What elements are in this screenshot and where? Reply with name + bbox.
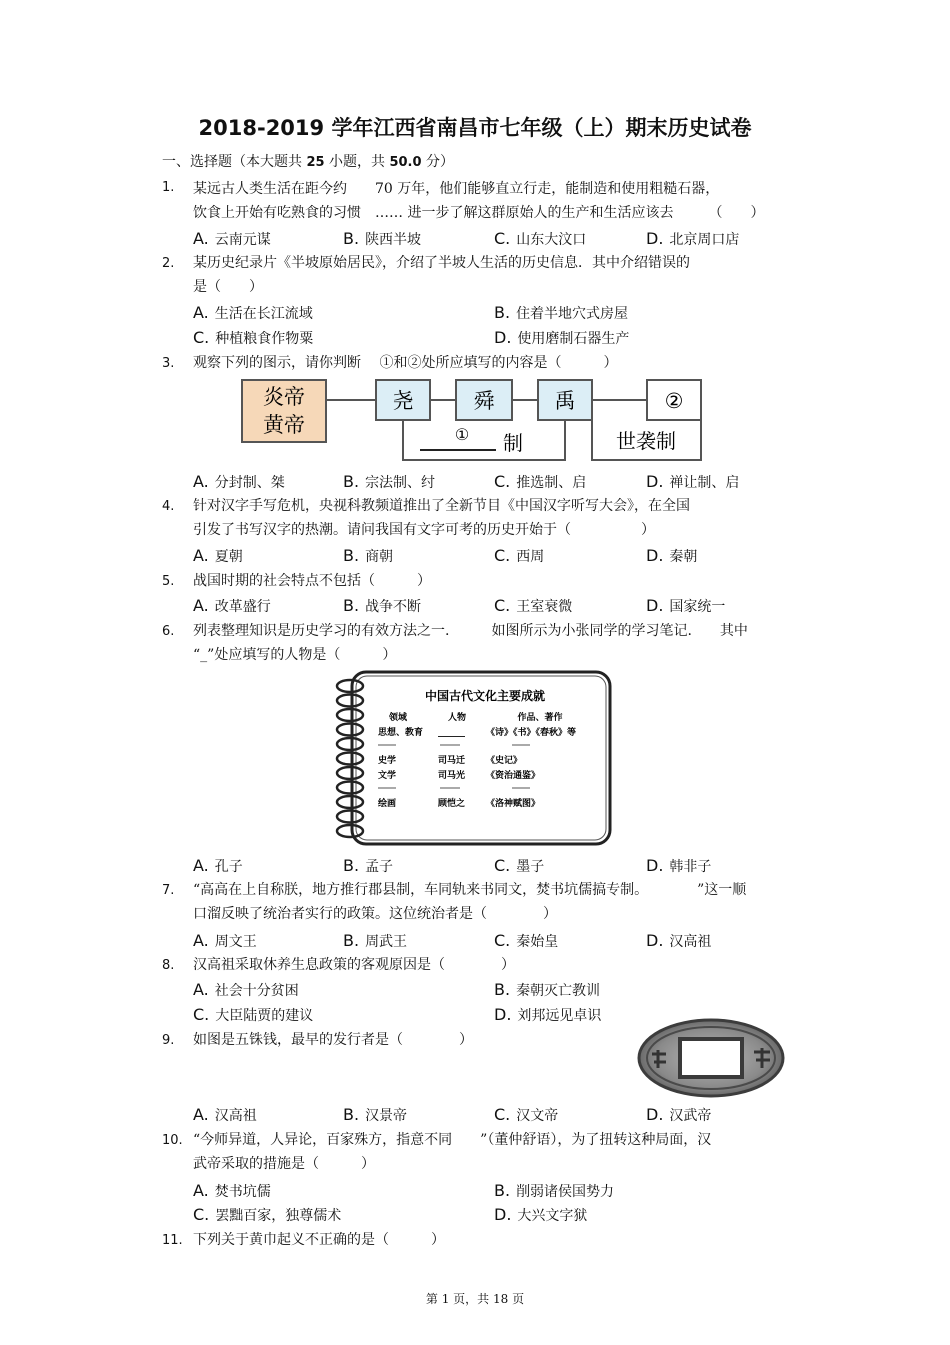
question-line: 引发了书写汉字的热潮。请问我国有文字可考的历史开始于（ ）	[193, 522, 655, 538]
option-b: B. 汉景帝	[343, 1105, 408, 1124]
option-d: D. 汉武帝	[646, 1105, 712, 1124]
option-d: D. 秦朝	[646, 546, 698, 565]
question-line: “高高在上自称朕，地方推行郡县制，车同轨来书同文，焚书坑儒搞专制。 ”这一顺	[193, 882, 747, 898]
question-number: 5.	[162, 574, 175, 589]
option-c: C. 王室衰微	[494, 596, 573, 615]
option-b: B. 商朝	[343, 546, 394, 565]
question-line: 某历史纪录片《半坡原始居民》，介绍了半坡人生活的历史信息．其中介绍错误的	[193, 255, 690, 271]
question-line: 饮食上开始有吃熟食的习惯 …… 进一步了解这群原始人的生产和生活应该去 （ ）	[193, 205, 765, 221]
notebook-col-work: 作品、著作	[517, 713, 563, 723]
option-b: B. 削弱诸侯国势力	[494, 1181, 615, 1200]
option-b: B. 孟子	[343, 856, 394, 875]
question-line: “今师异道，人异论，百家殊方，指意不同 ”（董仲舒语），为了扭转这种局面，汉	[193, 1132, 712, 1148]
question-number: 11.	[162, 1233, 183, 1248]
notebook-col-person: 人物	[447, 713, 467, 723]
diagram-circle2: ②	[664, 389, 684, 413]
option-a: A. 孔子	[193, 856, 243, 875]
section-score: 50.0	[389, 155, 422, 170]
diagram-shixi: 世袭制	[616, 429, 676, 453]
option-d: D. 汉高祖	[646, 931, 712, 950]
notebook-cell: 顾恺之	[438, 799, 466, 809]
option-c: C. 种植粮食作物粟	[193, 328, 314, 347]
question-number: 4.	[162, 499, 175, 514]
option-c: C. 秦始皇	[494, 931, 559, 950]
question-line: 战国时期的社会特点不包括（ ）	[193, 573, 431, 589]
notebook-cell: ______	[438, 728, 465, 738]
section-suffix: 分）	[425, 154, 454, 170]
notebook-cell: 绘画	[378, 799, 397, 809]
question-line: 观察下列的图示，请你判断 ①和②处所应填写的内容是（ ）	[193, 355, 618, 371]
notebook-cell: 文学	[378, 771, 397, 781]
option-b: B. 秦朝灭亡教训	[494, 980, 601, 999]
question-number: 10.	[162, 1133, 183, 1148]
diagram-zhi: 制	[503, 431, 523, 455]
diagram-yu: 禹	[554, 389, 576, 413]
option-d: D. 北京周口店	[646, 229, 740, 248]
option-c: C. 汉文帝	[494, 1105, 559, 1124]
question-number: 9.	[162, 1033, 175, 1048]
diagram-yao: 尧	[392, 389, 414, 413]
page-title: 2018-2019 学年江西省南昌市七年级（上）期末历史试卷	[198, 116, 752, 140]
diagram-shun: 舜	[473, 389, 495, 413]
option-c: C. 罢黜百家，独尊儒术	[193, 1205, 342, 1224]
option-c: C. 墨子	[494, 856, 545, 875]
section-count: 25	[306, 155, 325, 170]
option-d: D. 禅让制、启	[646, 472, 740, 491]
diagram-circle1: ①	[454, 425, 470, 444]
question-number: 8.	[162, 958, 175, 973]
option-d: D. 使用磨制石器生产	[494, 328, 630, 347]
notebook-cell: 司马迁	[438, 756, 466, 766]
question-line: 下列关于黄巾起义不正确的是（ ）	[193, 1232, 445, 1248]
question-line: “_”处应填写的人物是（ ）	[193, 647, 397, 663]
option-b: B. 周武王	[343, 931, 408, 950]
question-line: 汉高祖采取休养生息政策的客观原因是（ ）	[193, 957, 515, 973]
diagram-box1-line1: 炎帝	[263, 385, 305, 409]
option-a: A. 周文王	[193, 931, 257, 950]
option-a: A. 焚书坑儒	[193, 1181, 271, 1200]
option-d: D. 国家统一	[646, 596, 726, 615]
question-line: 列表整理知识是历史学习的有效方法之一. 如图所示为小张同学的学习笔记. 其中	[193, 623, 748, 639]
option-a: A. 汉高祖	[193, 1105, 257, 1124]
question-line: 针对汉字手写危机，央视科教频道推出了全新节目《中国汉字听写大会》，在全国	[193, 498, 690, 514]
question-line: 是（ ）	[193, 279, 263, 295]
notebook-cell: 《洛神赋图》	[486, 799, 541, 809]
option-b: B. 战争不断	[343, 596, 422, 615]
question-number: 1.	[162, 180, 175, 195]
question-number: 3.	[162, 356, 175, 371]
question-line: 武帝采取的措施是（ ）	[193, 1156, 375, 1172]
notebook-col-field: 领域	[388, 713, 408, 723]
section-prefix: 一、选择题（本大题共	[162, 154, 302, 170]
option-a: A. 社会十分贫困	[193, 980, 299, 999]
notebook-cell: 司马光	[438, 771, 466, 781]
question-number: 2.	[162, 256, 175, 271]
question-line: 某远古人类生活在距今约 70 万年，他们能够直立行走，能制造和使用粗糙石器，	[193, 181, 720, 197]
option-c: C. 西周	[494, 546, 545, 565]
wuzhu-coin-image	[636, 1018, 786, 1098]
succession-diagram	[238, 374, 708, 466]
page-footer: 第 1 页，共 18 页	[425, 1292, 525, 1306]
option-a: A. 分封制、桀	[193, 472, 285, 491]
notebook-cell: 《史记》	[486, 756, 523, 766]
study-notebook	[330, 666, 616, 850]
question-number: 7.	[162, 883, 175, 898]
option-b: B. 住着半地穴式房屋	[494, 303, 629, 322]
option-a: A. 夏朝	[193, 546, 243, 565]
option-a: A. 改革盛行	[193, 596, 271, 615]
option-c: C. 推选制、启	[494, 472, 587, 491]
option-d: D. 刘邦远见卓识	[494, 1005, 602, 1024]
option-c: C. 大臣陆贾的建议	[193, 1005, 314, 1024]
notebook-cell: 思想、教育	[378, 728, 424, 738]
option-a: A. 云南元谋	[193, 229, 271, 248]
notebook-cell: 《诗》《书》《春秋》等	[486, 728, 577, 738]
option-c: C. 山东大汶口	[494, 229, 587, 248]
question-number: 6.	[162, 624, 175, 639]
notebook-cell: 《资治通鉴》	[486, 771, 541, 781]
option-a: A. 生活在长江流域	[193, 303, 313, 322]
diagram-box1-line2: 黄帝	[263, 413, 305, 437]
notebook-heading: 中国古代文化主要成就	[424, 689, 546, 703]
option-d: D. 韩非子	[646, 856, 712, 875]
option-d: D. 大兴文字狱	[494, 1205, 588, 1224]
section-mid: 小题，共	[329, 154, 385, 170]
question-line: 如图是五铢钱，最早的发行者是（ ）	[193, 1032, 473, 1048]
option-b: B. 陕西半坡	[343, 229, 422, 248]
section-heading	[162, 151, 454, 171]
notebook-cell: 史学	[378, 756, 397, 766]
option-b: B. 宗法制、纣	[343, 472, 436, 491]
question-line: 口溜反映了统治者实行的政策。这位统治者是（ ）	[193, 906, 557, 922]
